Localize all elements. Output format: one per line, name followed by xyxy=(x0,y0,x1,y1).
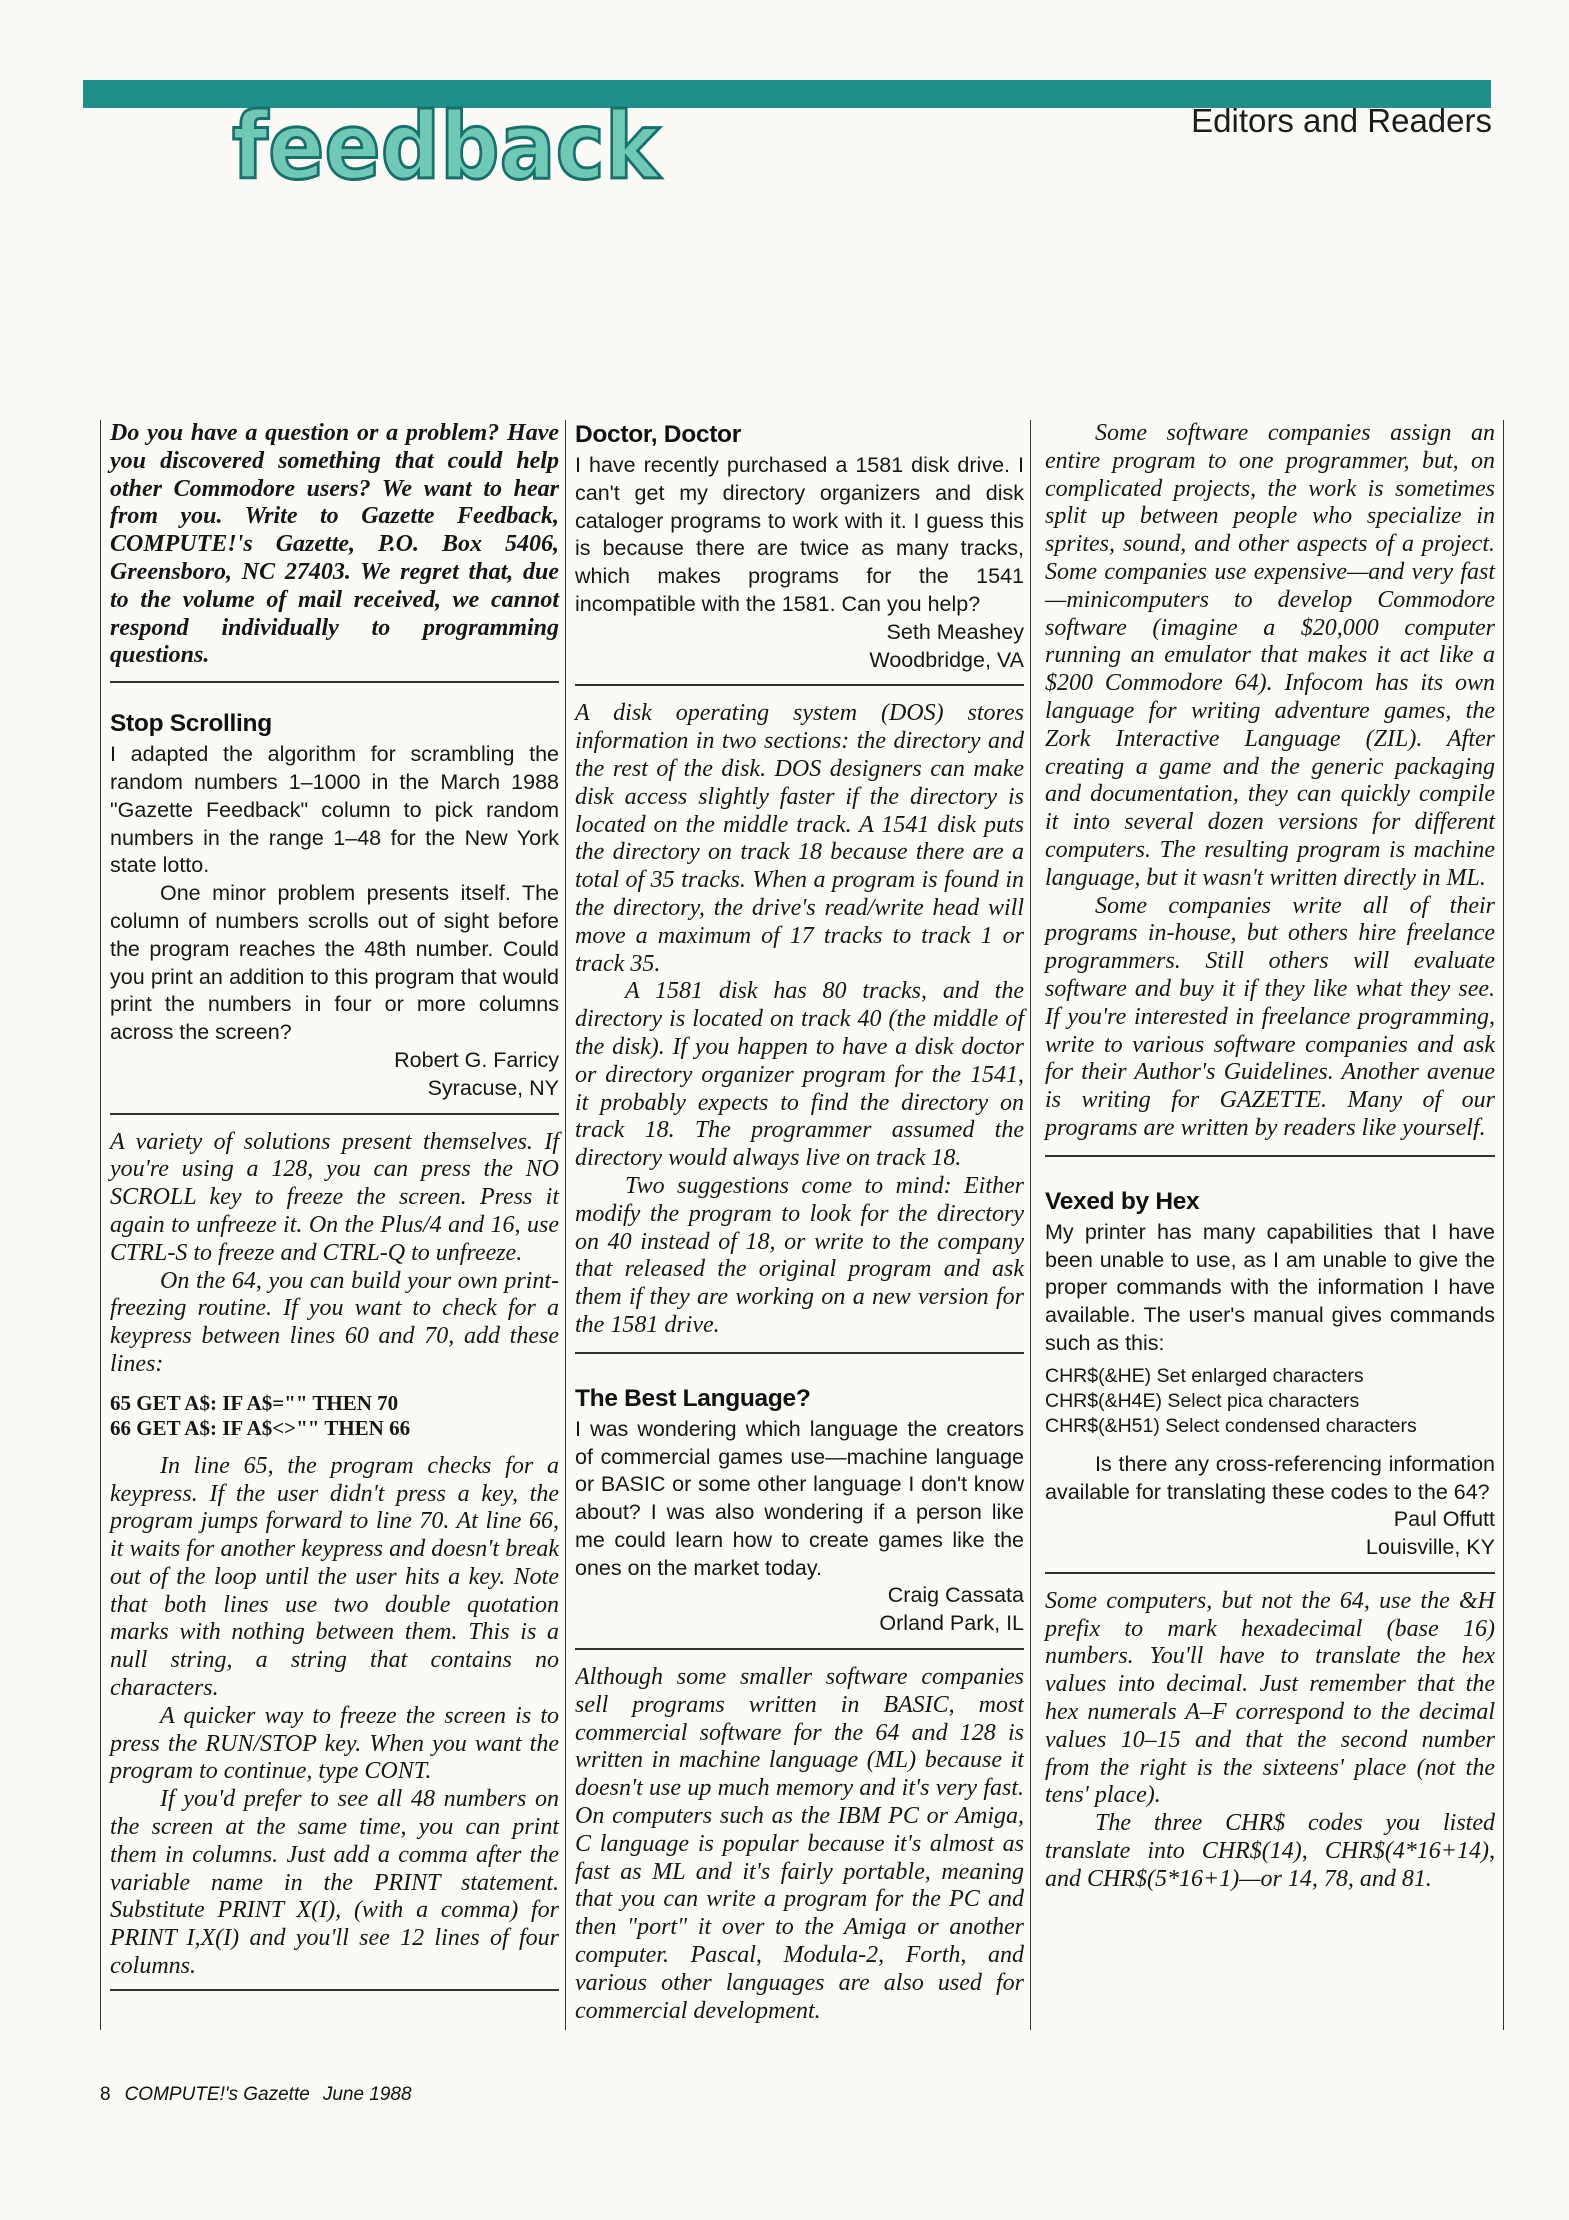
divider xyxy=(575,1648,1024,1650)
vexed-title: Vexed by Hex xyxy=(1045,1187,1200,1215)
best-language-author: Craig Cassata xyxy=(887,1583,1024,1608)
vexed-answer-p2: The three CHR$ codes you listed translate into CHR$(14), CHR$(4*16+14), and CHR$(5*16+1)—or 14, 78, and 81. xyxy=(1045,1810,1495,1892)
column-3 xyxy=(1030,420,1504,2030)
code-line-66: 66 GET A$: IF A$<>"" THEN 66 xyxy=(110,1415,411,1440)
vexed-letter-p1: My printer has many capabilities that I have been unable to use, as I am unable to give the proper commands with the information I have available. The user's manual gives commands such as this: xyxy=(1045,1219,1495,1355)
divider xyxy=(110,1113,559,1115)
magazine-name: COMPUTE!'s Gazette xyxy=(124,2084,310,2105)
stop-scrolling-answer-p3: In line 65, the program checks for a keypress. If the user didn't press a key, the program jumps forward to line 70. At line 66, it waits for another keypress and doesn't break out of the loop until the user hits a key. Note that both lines use two double quotation marks with nothing between them. This is a null string, a string that contains no characters. xyxy=(110,1452,559,1702)
vexed-location: Louisville, KY xyxy=(1365,1535,1495,1560)
doctor-letter: I have recently purchased a 1581 disk drive. I can't get my directory organizers and disk cataloger programs to work with it. I guess this is because there are twice as many tracks, which makes programs for the 1541 incompatible with the 1581. Can you help? xyxy=(575,453,1024,616)
doctor-location: Woodbridge, VA xyxy=(869,647,1024,672)
vexed-code-1: CHR$(&HE) Set enlarged characters xyxy=(1045,1364,1364,1387)
divider xyxy=(575,684,1024,686)
best-language-answer-p3: Some companies write all of their programs in-house, but others hire freelance programmers. Still others will evaluate software and buy it if they like what they see. If you're interested in freelance programming, write to various software companies and ask for their Author's Guidelines. Another avenue is writing for GAZETTE. Many of our programs are written by readers like yourself. xyxy=(1045,892,1495,1141)
best-language-letter: I was wondering which language the creators of commercial games use—machine language or BASIC or some other language I don't know about? I was also wondering if a person like me could learn how to create games like the ones on the market today. xyxy=(575,1416,1024,1580)
feedback-logo xyxy=(228,82,668,200)
best-language-answer-p2: Some software companies assign an entire program to one programmer, but, on complicated projects, the work is sometimes split up between people who specialize in sprites, sound, and other aspects of a project. Some companies use expensive—and very fast—minicomputers to develop Commodore software (imagine a $20,000 computer running an emulator that makes it act like a $200 Commodore 64). Infocom has its own language for writing adventure games, the Zork Interactive Language (ZIL). After creating a game and the generic packaging and documentation, they can quickly compile it into several dozen versions for different computers. The resulting program is machine language, but it wasn't written directly in ML. xyxy=(1045,420,1495,891)
stop-scrolling-letter-p2: One minor problem presents itself. The column of numbers scrolls out of sight before the program reaches the 48th number. Could you print an addition to this program that would print the numbers in four or more columns across the screen? xyxy=(110,881,559,1045)
issue-date: June 1988 xyxy=(322,2084,412,2105)
best-language-location: Orland Park, IL xyxy=(879,1611,1024,1636)
vexed-code-2: CHR$(&H4E) Select pica characters xyxy=(1045,1389,1360,1412)
best-language-title: The Best Language? xyxy=(575,1384,811,1412)
feedback-logo-text: feedback xyxy=(232,93,662,200)
column-1 xyxy=(100,420,559,2030)
vexed-answer-p1: Some computers, but not the 64, use the &H prefix to mark hexadecimal (base 16) numbers. You'll have to translate the hex values into decimal. Just remember that the hex numerals A–F correspond to the decimal values 10–15 and that the second number from the right is the sixteens' place (not the tens' place). xyxy=(1045,1587,1495,1809)
vexed-code-3: CHR$(&H51) Select condensed characters xyxy=(1045,1414,1417,1437)
stop-scrolling-location: Syracuse, NY xyxy=(427,1075,559,1100)
stop-scrolling-author: Robert G. Farricy xyxy=(394,1047,559,1072)
vexed-author: Paul Offutt xyxy=(1393,1507,1495,1532)
best-language-answer-p1: Although some smaller software companies sell programs written in BASIC, most commercial software for the 64 and 128 is written in machine language (ML) because it doesn't use up much memory and it's very fast. On computers such as the IBM PC or Amiga, C language is popular because it's almost as fast as ML and it's fairly portable, meaning that you can write a program for the PC and then "port" it over to the Amiga or another computer. Pascal, Modula-2, Forth, and various other languages are also used for commercial development. xyxy=(575,1664,1024,2024)
doctor-title: Doctor, Doctor xyxy=(575,421,741,448)
doctor-answer-p2: A 1581 disk has 80 tracks, and the directory is located on track 40 (the middle of the disk). If you happen to have a disk doctor or directory organizer program for the 1541, it probably expects to find the directory on track 18. The programmer assumed the directory would always live on track 18. xyxy=(575,978,1024,1172)
page-footer xyxy=(100,2084,425,2106)
stop-scrolling-answer-p5: If you'd prefer to see all 48 numbers on the screen at the same time, you can print them in columns. Just add a comma after the variable name in the PRINT statement. Substitute PRINT X(I), (with a comma) for PRINT I,X(I) and you'll see 12 lines of four columns. xyxy=(110,1786,559,1980)
intro-paragraph: Do you have a question or a problem? Have you discovered something that could help other Commodore users? We want to hear from you. Write to Gazette Feedback, COMPUTE!'s Gazette, P.O. Box 5406, Greensboro, NC 27403. We regret that, due to the volume of mail received, we cannot respond individually to programming questions. xyxy=(110,420,559,669)
doctor-answer-p1: A disk operating system (DOS) stores information in two sections: the directory and the rest of the disk. DOS designers can make disk access slightly faster if the directory is located on the middle track. A 1541 disk puts the directory on track 18 because there are a total of 35 tracks. When a program is found in the directory, the drive's read/write head will move a maximum of 17 tracks to track 1 or track 35. xyxy=(575,700,1024,977)
section-label: Editors and Readers xyxy=(1191,102,1492,139)
doctor-author: Seth Meashey xyxy=(886,619,1024,644)
divider xyxy=(110,1989,559,1991)
column-2 xyxy=(565,420,1024,2030)
stop-scrolling-answer-p4: A quicker way to freeze the screen is to press the RUN/STOP key. When you want the program to continue, type CONT. xyxy=(110,1702,559,1785)
stop-scrolling-answer-p2: On the 64, you can build your own print-freezing routine. If you want to check for a keypress between lines 60 and 70, add these lines: xyxy=(110,1267,559,1377)
vexed-letter-p2: Is there any cross-referencing information available for translating these codes to the 64? xyxy=(1045,1451,1495,1504)
divider xyxy=(1045,1572,1495,1574)
page-number: 8 xyxy=(100,2084,111,2105)
doctor-answer-p3: Two suggestions come to mind: Either modify the program to look for the directory on 40 instead of 18, or write to the company that released the original program and ask them if they are working on a new version for the 1581 drive. xyxy=(575,1172,1024,1338)
code-line-65: 65 GET A$: IF A$="" THEN 70 xyxy=(110,1390,399,1415)
stop-scrolling-title: Stop Scrolling xyxy=(110,710,272,738)
stop-scrolling-answer-p1: A variety of solutions present themselves. If you're using a 128, you can press the NO SCROLL key to freeze the screen. Press it again to unfreeze it. On the Plus/4 and 16, use CTRL-S to freeze and CTRL-Q to unfreeze. xyxy=(110,1128,559,1266)
stop-scrolling-letter-p1: I adapted the algorithm for scrambling the random numbers 1–1000 in the March 1988 "Gazette Feedback" column to pick random numbers in the range 1–48 for the New York state lotto. xyxy=(110,742,559,878)
